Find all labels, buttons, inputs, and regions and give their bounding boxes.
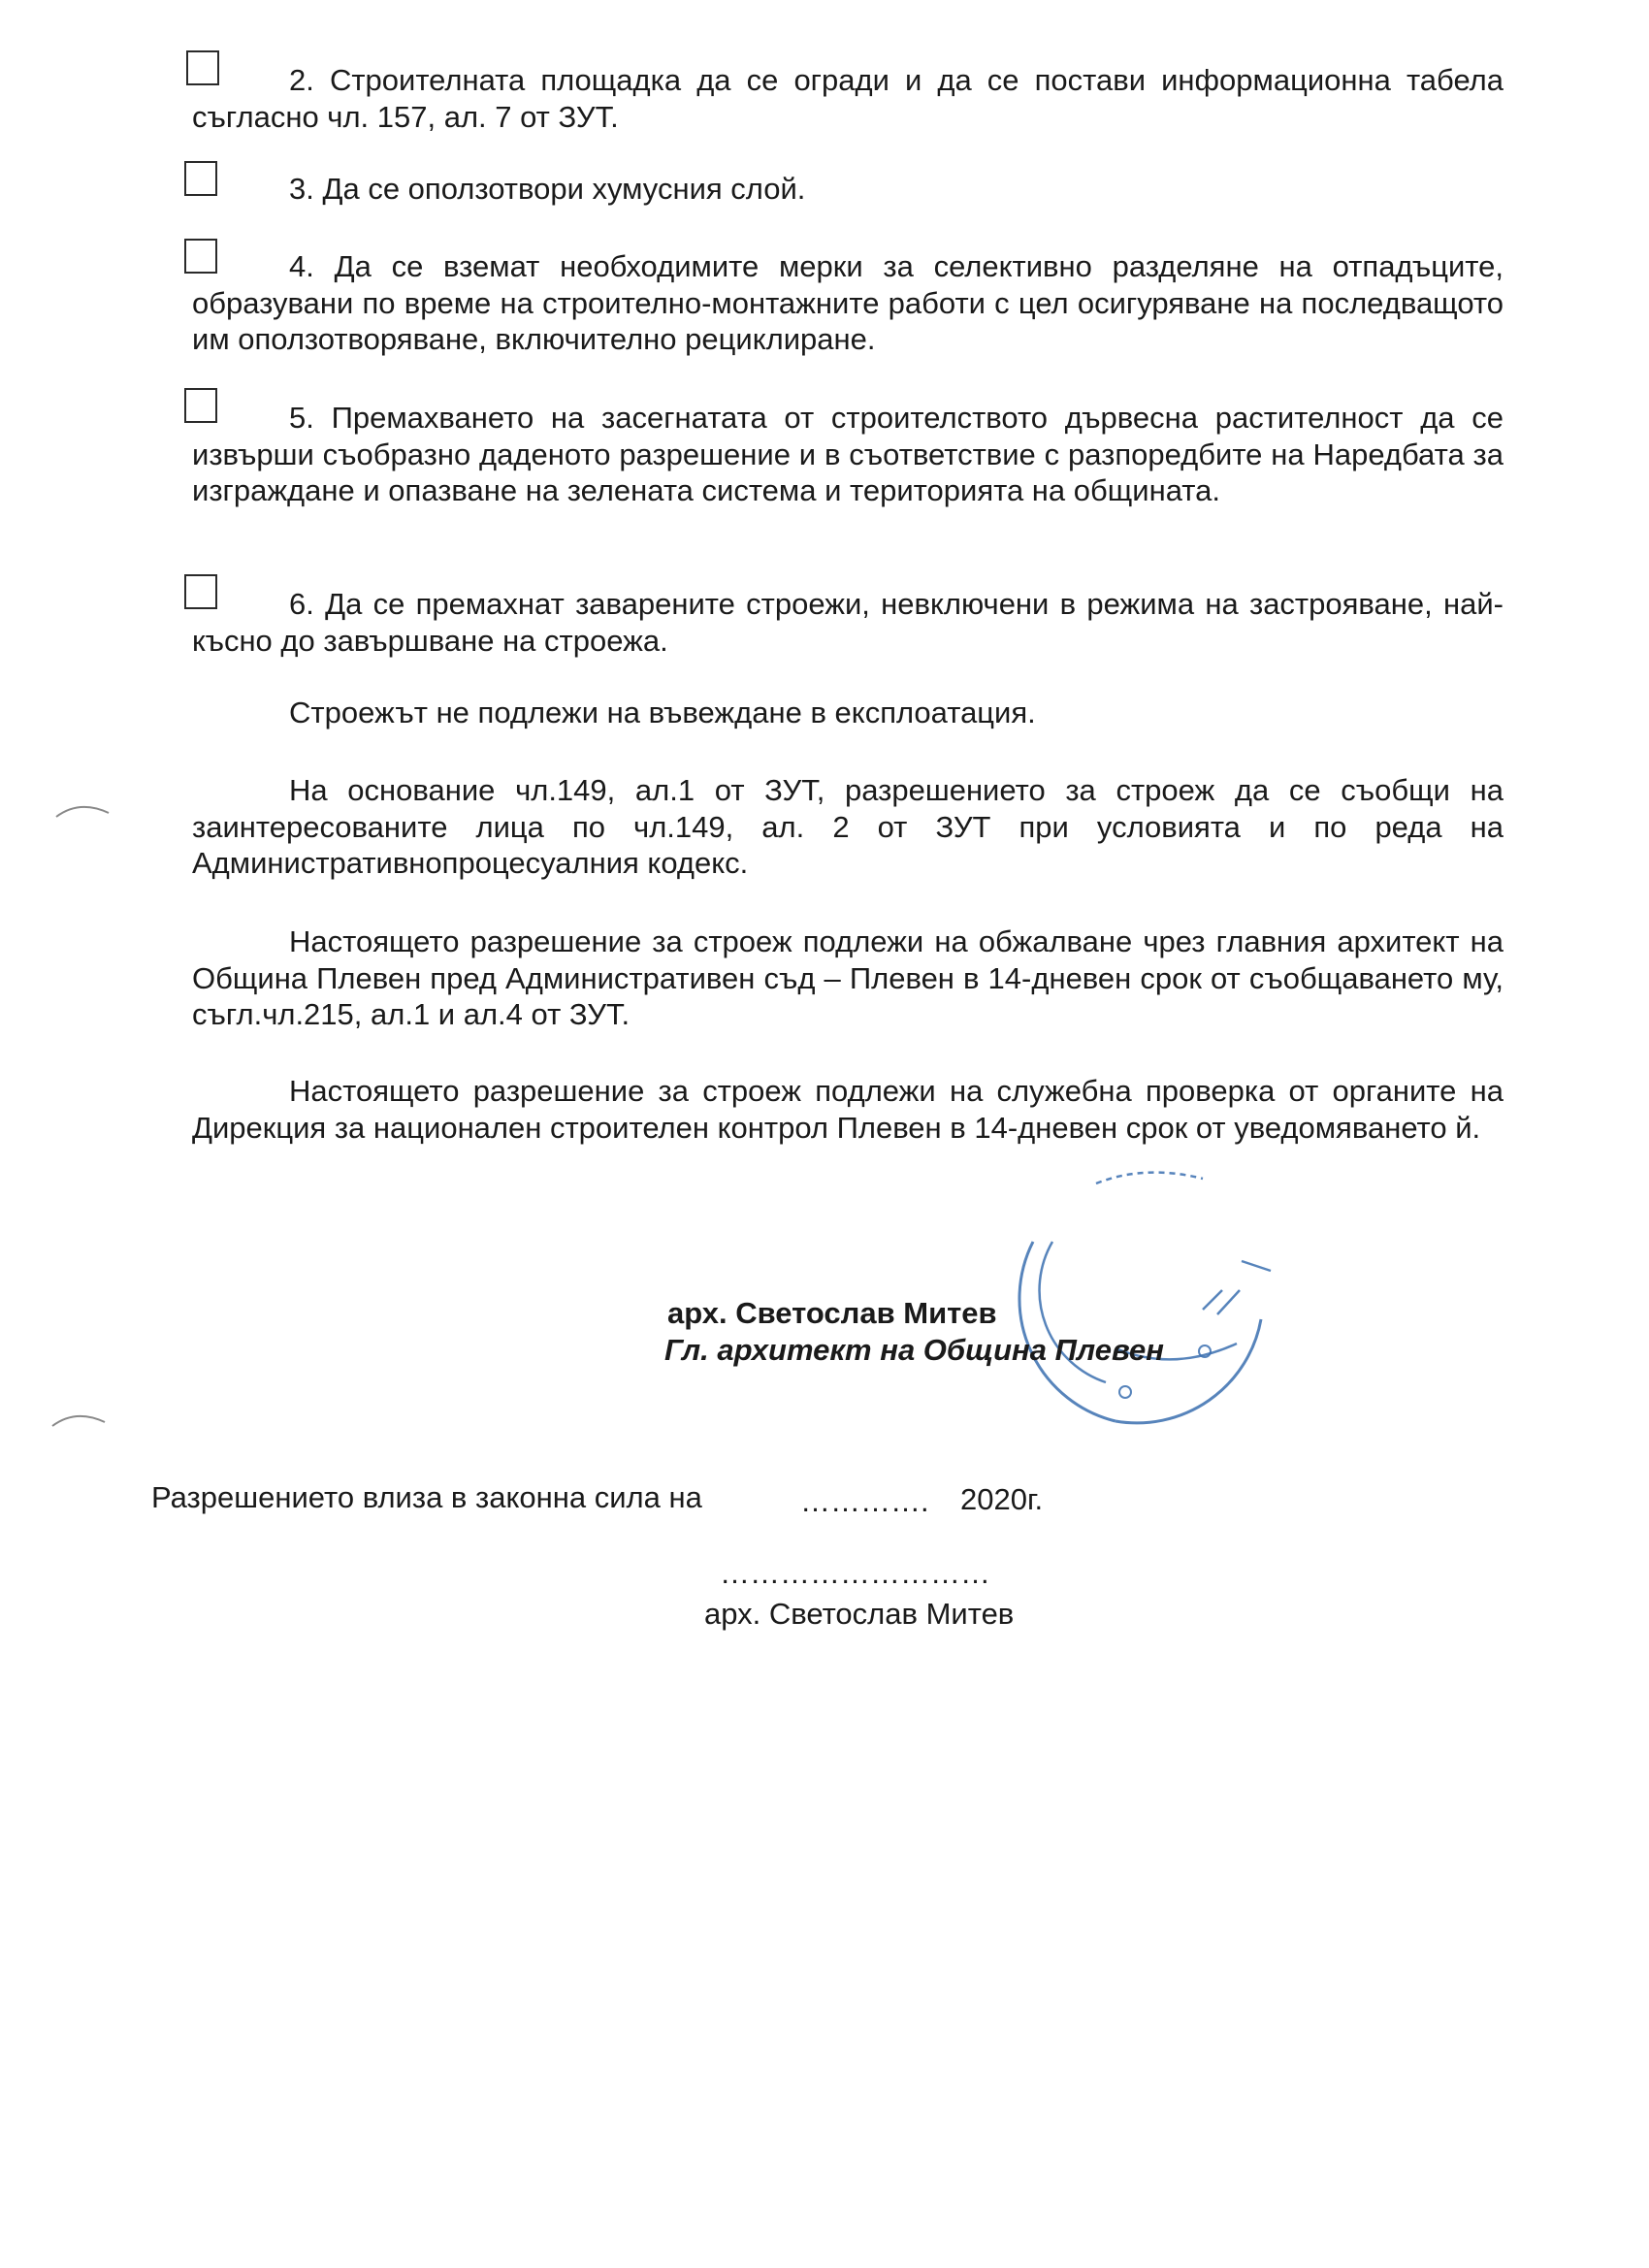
item-6-text: 6. Да се премахнат заварените строежи, невключени в режима на застрояване, най-късно до завършване на строежа. <box>192 587 1504 658</box>
item-2-text: 2. Строителната площадка да се огради и да се постави информационна табела съгласно чл. 157, ал. 7 от ЗУТ. <box>192 63 1504 134</box>
bottom-signatory-name: арх. Светослав Митев <box>704 1597 1015 1631</box>
scan-mark-top <box>54 797 113 821</box>
paragraph-official-review: Настоящето разрешение за строеж подлежи на служебна проверка от органите на Дирекция за национален строителен контрол Плевен в 14-дневен срок от уведомяването й. <box>192 1074 1504 1145</box>
signatory-name: арх. Светослав Митев <box>667 1296 997 1330</box>
signatory-title: Гл. архитект на Община Плевен <box>664 1333 1164 1367</box>
official-stamp <box>980 1145 1290 1436</box>
paragraph-notification: На основание чл.149, ал.1 от ЗУТ, разрешението за строеж да се съобщи на заинтересованите лица по чл.149, ал. 2 от ЗУТ при условията и по реда на Административнопроцесуалния кодекс. <box>192 773 1504 880</box>
stamp-outline <box>1019 1173 1271 1423</box>
paragraph-no-commissioning: Строежът не подлежи на въвеждане в експлоатация. <box>289 696 1036 729</box>
entry-into-force-date-blank[interactable]: …………. <box>800 1484 929 1518</box>
paragraph-appeal: Настоящето разрешение за строеж подлежи на обжалване чрез главния архитект на Община Плевен пред Административен съд – Плевен в 14-дневен срок от съобщаването му, съгл.чл.215, ал.1 и ал.4 от ЗУТ. <box>192 924 1504 1031</box>
item-5-text: 5. Премахването на засегнатата от строителството дървесна растителност да се извърши съобразно даденото разрешение и в съответствие с разпоредбите на Наредбата за изграждане и опазване на зелената система и територията на общината. <box>192 401 1504 507</box>
item-4-text: 4. Да се вземат необходимите мерки за селективно разделяне на отпадъците, образувани по време на строително-монтажните работи с цел осигуряване на последващото им оползотворяване, включително рециклиране. <box>192 249 1504 356</box>
item-3-text: 3. Да се оползотвори хумусния слой. <box>289 172 806 206</box>
entry-into-force-label: Разрешението влиза в законна сила на <box>151 1480 702 1514</box>
scan-mark-bottom <box>50 1407 109 1430</box>
signature-line: ……………………… <box>720 1556 990 1590</box>
entry-into-force-year: 2020г. <box>960 1482 1044 1516</box>
